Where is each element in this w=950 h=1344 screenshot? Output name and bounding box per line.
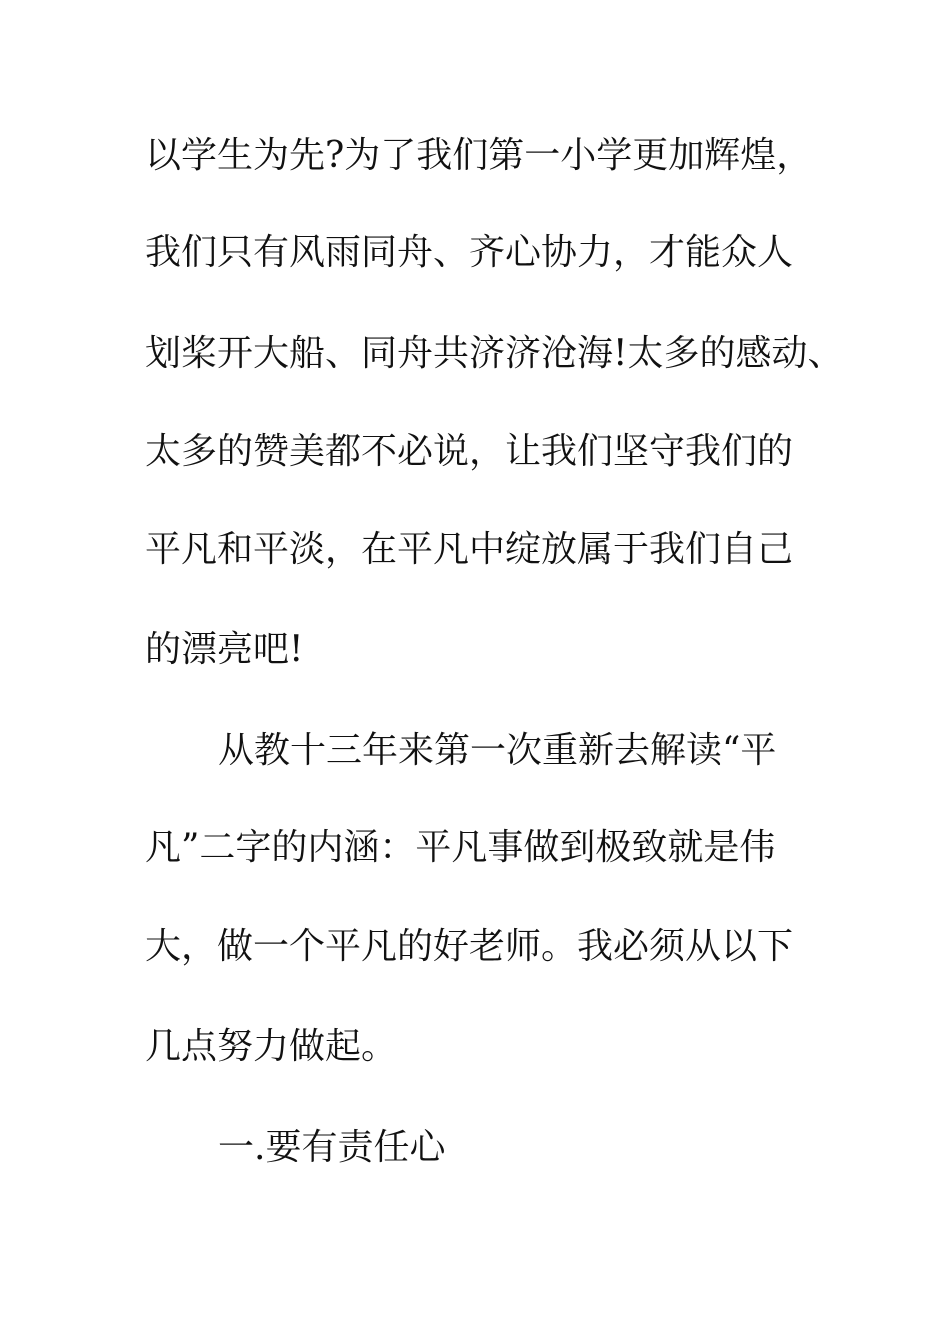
paragraph-line: 凡”二字的内涵：平凡事做到极致就是伟 — [145, 827, 776, 868]
paragraph-line: 划桨开大船、同舟共济济沧海!太多的感动、 — [145, 333, 844, 374]
paragraph-line: 的漂亮吧! — [145, 629, 304, 670]
section-heading: 一.要有责任心 — [218, 1127, 446, 1168]
paragraph-line: 大，做一个平凡的好老师。我必须从以下 — [145, 926, 794, 967]
paragraph-line: 几点努力做起。 — [145, 1026, 398, 1067]
paragraph-line: 我们只有风雨同舟、齐心协力，才能众人 — [145, 232, 794, 273]
paragraph-line: 从教十三年来第一次重新去解读“平 — [218, 730, 777, 771]
paragraph-line: 平凡和平淡，在平凡中绽放属于我们自己 — [145, 529, 794, 570]
paragraph-line: 太多的赞美都不必说，让我们坚守我们的 — [145, 431, 794, 472]
paragraph-line: 以学生为先?为了我们第一小学更加辉煌， — [145, 135, 813, 176]
